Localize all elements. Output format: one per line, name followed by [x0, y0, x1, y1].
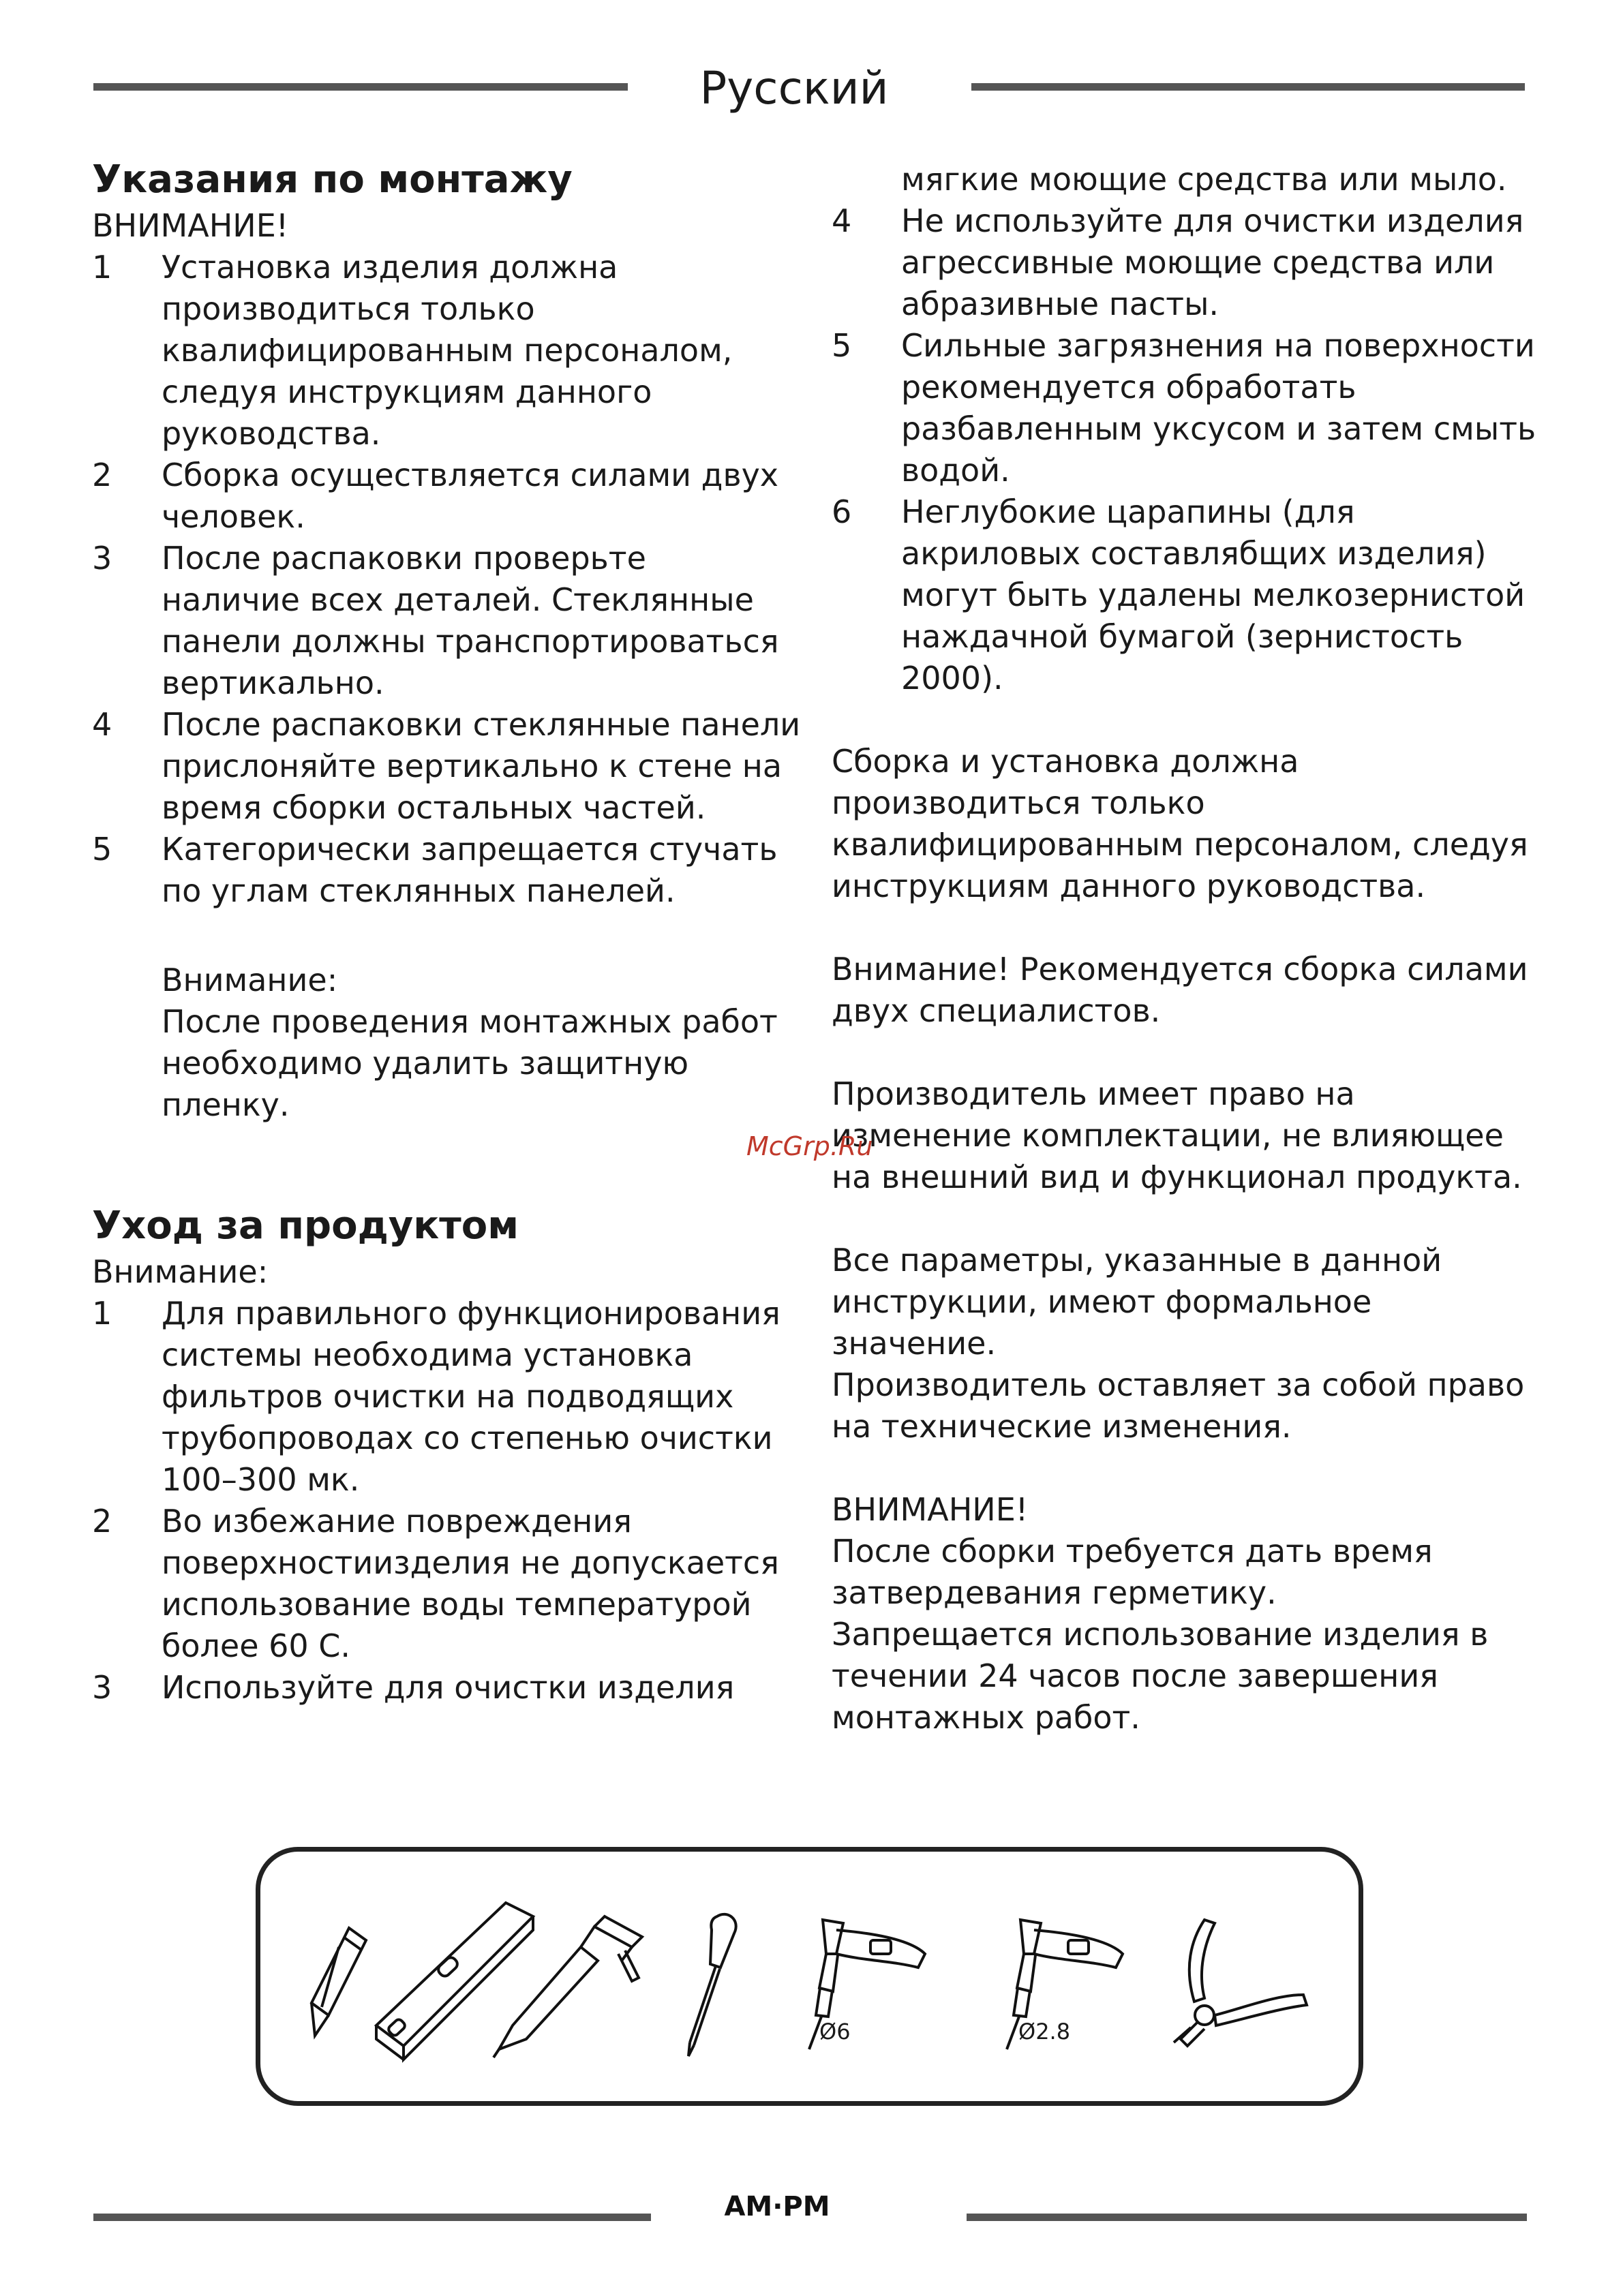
list-item: 5 Категорически запрещается стучать по углам стеклянных панелей. [92, 829, 808, 912]
installation-note: Внимание: После проведения монтажных работ необходимо удалить защитную пленку. [162, 962, 778, 1123]
footer-rule-left [93, 2214, 651, 2221]
paragraph-assembly: Сборка и установка должна производиться только квалифицированным персоналом, следуя инструкциям данного руководства. [832, 743, 1528, 904]
right-column [832, 159, 1541, 1739]
list-item: 4 После распаковки стеклянные панели прислоняйте вертикально к стене на время сборки остальных частей. [92, 704, 808, 829]
list-item: 1 Установка изделия должна производиться только квалифицированным персоналом, следуя инструкциям данного руководства. [92, 247, 808, 455]
item-number: 3 [92, 1669, 112, 1706]
brand-logo: AM·PM [724, 2191, 830, 2222]
item-number: 6 [832, 493, 852, 530]
item-number: 2 [92, 457, 112, 493]
left-column [92, 155, 808, 1709]
language-title: Русский [699, 62, 889, 114]
header-rule-left [93, 83, 628, 91]
paragraph-parameters: Все параметры, указанные в данной инструкции, имеют формальное значение. Производитель оставляет за собой право на технические изменения. [832, 1242, 1525, 1445]
paragraph-manufacturer-rights: Производитель имеет право на изменение комплектации, не влияющее на внешний вид и функционал продукта. [832, 1075, 1522, 1195]
footer-rule-right [967, 2214, 1527, 2221]
item-number: 5 [92, 831, 112, 868]
care-warning: Внимание: [92, 1253, 269, 1290]
care-heading: Уход за продуктом [92, 1204, 519, 1248]
pliers-icon [1167, 1913, 1317, 2056]
drill-1-size-label: Ø6 [819, 2019, 851, 2045]
drill-2-size-label: Ø2.8 [1018, 2019, 1071, 2045]
paragraph-two-specialists: Внимание! Рекомендуется сборка силами двух специалистов. [832, 951, 1528, 1029]
tools-panel [256, 1847, 1363, 2106]
installation-list [92, 247, 808, 912]
installation-heading: Указания по монтажу [92, 157, 573, 202]
list-item: 3 После распаковки проверьте наличие всех деталей. Стеклянные панели должны транспортироваться вертикально. [92, 538, 808, 704]
list-item: 6 Неглубокие царапины (для акриловых составлябщих изделия) могут быть удалены мелкозернистой наждачной бумагой (зернистость 2000). [832, 491, 1541, 699]
list-item: 5 Сильные загрязнения на поверхности рекомендуется обработать разбавленным уксусом и затем смыть водой. [832, 325, 1541, 491]
item-number: 4 [92, 706, 112, 743]
item-number: 3 [92, 540, 112, 577]
care-item-3-continuation: мягкие моющие средства или мыло. [901, 161, 1507, 198]
list-item: 2 Сборка осуществляется силами двух человек. [92, 455, 808, 538]
list-item: 4 Не используйте для очистки изделия агрессивные моющие средства или абразивные пасты. [832, 200, 1541, 325]
item-number: 1 [92, 1295, 112, 1332]
list-item: 2 Во избежание повреждения поверхностиизделия не допускается использование воды температурой более 60 С. [92, 1501, 808, 1667]
caulking-gun-icon [485, 1906, 649, 2063]
paragraph-sealant-warning: ВНИМАНИЕ! После сборки требуется дать время затвердевания герметику. Запрещается использование изделия в течении 24 часов после завершения монтажных работ. [832, 1491, 1489, 1736]
pencil-icon [301, 1920, 376, 2042]
list-item: 3 Используйте для очистки изделия [92, 1667, 808, 1709]
drill-icon [795, 1913, 939, 2056]
screwdriver-icon [669, 1906, 751, 2063]
header-rule-right [971, 83, 1525, 91]
installation-warning: ВНИМАНИЕ! [92, 207, 289, 244]
item-number: 5 [832, 327, 852, 364]
list-item: 1 Для правильного функционирования системы необходима установка фильтров очистки на подводящих трубопроводах со степенью очистки 100–300 мк. [92, 1293, 808, 1501]
watermark: McGrp.Ru [746, 1131, 873, 1161]
item-number: 2 [92, 1503, 112, 1540]
item-number: 4 [832, 202, 852, 239]
care-list [92, 1293, 808, 1709]
care-list-continued [832, 200, 1541, 699]
item-number: 1 [92, 249, 112, 286]
